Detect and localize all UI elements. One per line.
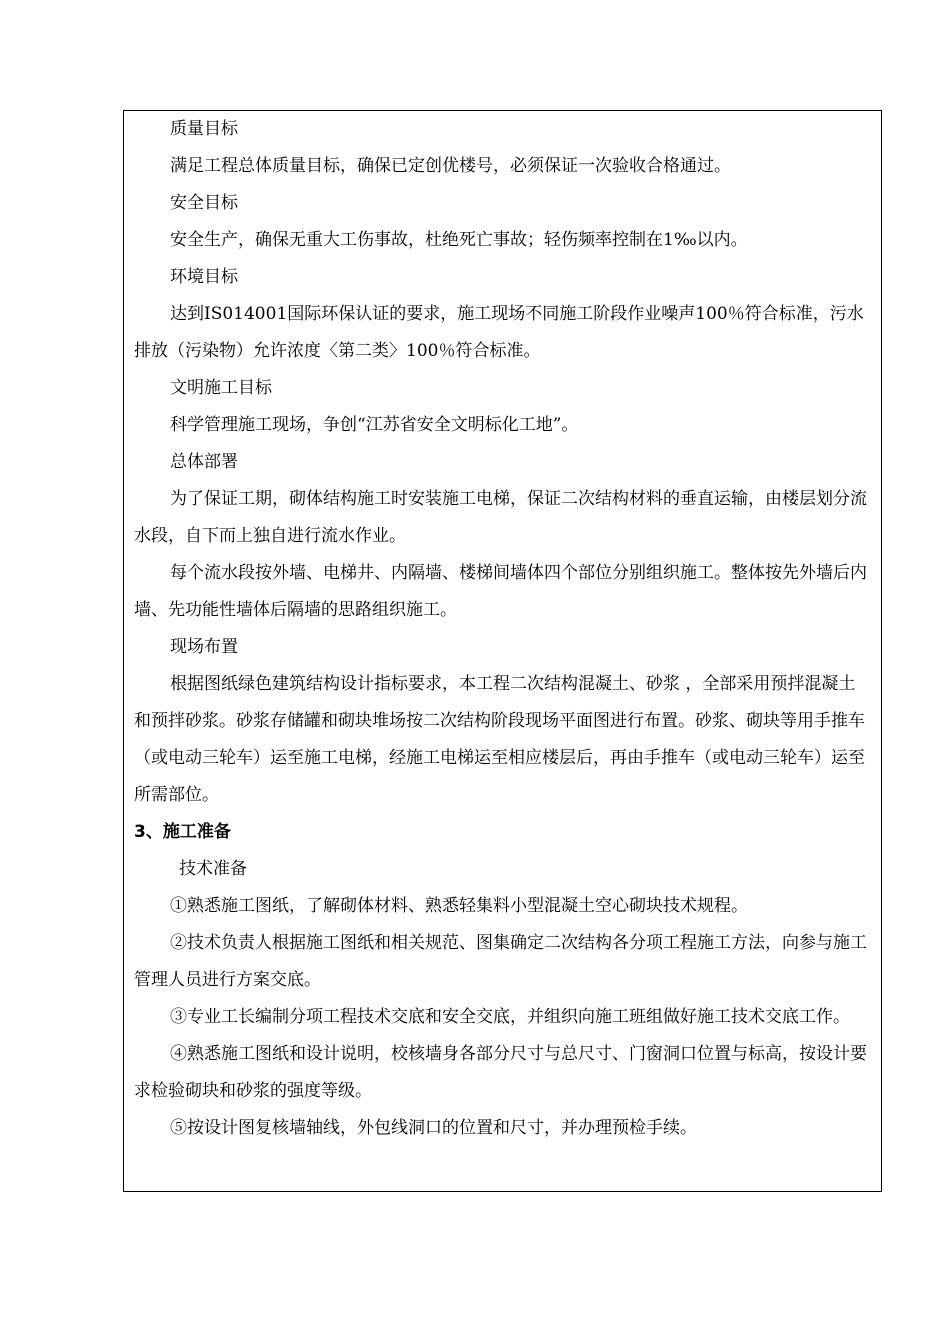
tech-item-2: ②技术负责人根据施工图纸和相关规范、图集确定二次结构各分项工程施工方法，向参与施工管理人员进行方案交底。 — [134, 933, 867, 990]
tech-item-1: ①熟悉施工图纸，了解砌体材料、熟悉轻集料小型混凝土空心砌块技术规程。 — [170, 896, 748, 916]
overall-deployment-text-1: 为了保证工期，砌体结构施工时安装施工电梯，保证二次结构材料的垂直运输，由楼层划分流水段，自下而上独自进行流水作业。 — [134, 489, 867, 546]
safety-text: 安全生产，确保无重大工伤事故，杜绝死亡事故；轻伤频率控制在1‰以内。 — [170, 230, 748, 250]
environment-title: 环境目标 — [170, 267, 238, 287]
quality-text: 满足工程总体质量目标，确保已定创优楼号，必须保证一次验收合格通过。 — [170, 156, 731, 176]
site-layout-title: 现场布置 — [170, 637, 238, 657]
site-layout-text: 根据图纸绿色建筑结构设计指标要求，本工程二次结构混凝土、砂浆 ，全部采用预拌混凝土和预拌砂浆。砂浆存储罐和砌块堆场按二次结构阶段现场平面图进行布置。砂浆、砌块等用手推车（或电动三轮车）运至施工电梯，经施工电梯运至相应楼层后，再由手推车（或电动三轮车）运至所需部位。 — [134, 674, 865, 805]
environment-text: 达到IS014001国际环保认证的要求，施工现场不同施工阶段作业噪声100％符合标准，污水排放（污染物）允许浓度〈第二类〉100％符合标准。 — [134, 304, 864, 361]
tech-item-5: ⑤按设计图复核墙轴线，外包线洞口的位置和尺寸，并办理预检手续。 — [170, 1118, 697, 1138]
tech-item-4: ④熟悉施工图纸和设计说明，校核墙身各部分尺寸与总尺寸、门窗洞口位置与标高，按设计要求检验砌块和砂浆的强度等级。 — [134, 1044, 867, 1101]
construction-preparation-heading: 3、施工准备 — [134, 822, 231, 842]
document-content — [134, 111, 872, 1147]
document-frame — [123, 110, 882, 1192]
civil-construction-title: 文明施工目标 — [170, 378, 272, 398]
civil-construction-text: 科学管理施工现场，争创“江苏省安全文明标化工地”。 — [170, 415, 579, 435]
tech-item-3: ③专业工长编制分项工程技术交底和安全交底，并组织向施工班组做好施工技术交底工作。 — [170, 1007, 850, 1027]
overall-deployment-text-2: 每个流水段按外墙、电梯井、内隔墙、楼梯间墙体四个部位分别组织施工。整体按先外墙后内墙、先功能性墙体后隔墙的思路组织施工。 — [134, 563, 867, 620]
quality-title: 质量目标 — [170, 119, 238, 139]
overall-deployment-title: 总体部署 — [170, 452, 238, 472]
technical-preparation-title: 技术准备 — [179, 859, 247, 879]
safety-title: 安全目标 — [170, 193, 238, 213]
